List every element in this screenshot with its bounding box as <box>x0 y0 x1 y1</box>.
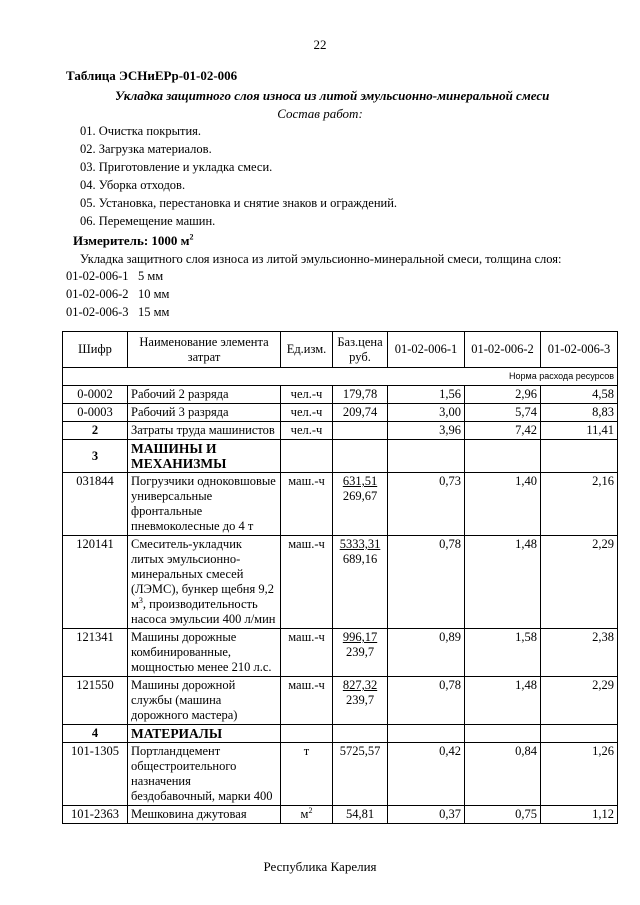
row-value-3: 2,38 <box>541 629 618 677</box>
table-row <box>63 473 618 536</box>
table-row <box>63 629 618 677</box>
row-name: Затраты труда машинистов <box>128 422 281 440</box>
page-footer: Республика Карелия <box>263 859 377 874</box>
row-price <box>333 422 388 440</box>
measurer-text: Измеритель: 1000 м <box>73 233 190 248</box>
row-code: 2 <box>63 422 128 440</box>
header-col-2: 01-02-006-2 <box>465 332 541 368</box>
empty-cell <box>465 440 541 473</box>
norma-row <box>63 368 618 386</box>
row-value-2: 7,42 <box>465 422 541 440</box>
section-code: 3 <box>63 440 128 473</box>
empty-cell <box>333 725 388 743</box>
row-value-1: 1,56 <box>388 386 465 404</box>
row-value-3: 4,58 <box>541 386 618 404</box>
work-list <box>80 124 397 232</box>
header-unit: Ед.изм. <box>281 332 333 368</box>
thickness-item <box>66 269 169 287</box>
row-name: Портландцемент общестроительного назначения бездобавочный, марки 400 <box>128 743 281 806</box>
empty-cell <box>281 440 333 473</box>
row-price: 5725,57 <box>333 743 388 806</box>
table-row <box>63 806 618 824</box>
work-composition-label: Состав работ: <box>277 106 363 121</box>
work-item: 06. Перемещение машин. <box>80 214 216 228</box>
empty-cell <box>465 725 541 743</box>
row-name-tail: , производительность насоса эмульсии 400 л/мин <box>131 597 276 626</box>
row-code: 121550 <box>63 677 128 725</box>
resource-table <box>62 331 618 824</box>
thickness-code: 01-02-006-3 <box>66 305 129 319</box>
row-value-3: 8,83 <box>541 404 618 422</box>
row-value-1: 0,73 <box>388 473 465 536</box>
row-unit: т <box>281 743 333 806</box>
row-value-1: 0,78 <box>388 536 465 629</box>
row-code: 0-0003 <box>63 404 128 422</box>
row-unit <box>281 806 333 824</box>
row-name-text: Смеситель-укладчик литых эмульсионно-минеральных смесей (ЛЭМС), бункер щебня 9,2 м <box>131 537 274 611</box>
row-name-sup: 3 <box>138 595 143 605</box>
row-value-2: 0,84 <box>465 743 541 806</box>
row-name: Рабочий 3 разряда <box>128 404 281 422</box>
row-price: 179,78 <box>333 386 388 404</box>
table-row <box>63 743 618 806</box>
row-value-3: 1,26 <box>541 743 618 806</box>
row-value-1: 0,37 <box>388 806 465 824</box>
thickness-list <box>66 269 169 323</box>
row-unit: чел.-ч <box>281 404 333 422</box>
section-name: МАШИНЫ И МЕХАНИЗМЫ <box>128 440 281 473</box>
unit-sup: 2 <box>308 805 313 815</box>
unit-text: м <box>300 807 309 821</box>
price-current: 827,32 <box>342 678 378 692</box>
table-row <box>63 404 618 422</box>
measurer <box>73 233 194 249</box>
row-value-3: 2,29 <box>541 536 618 629</box>
row-unit: чел.-ч <box>281 422 333 440</box>
work-item: 01. Очистка покрытия. <box>80 124 202 138</box>
page-number: 22 <box>313 37 327 52</box>
row-unit: маш.-ч <box>281 536 333 629</box>
row-value-3: 2,16 <box>541 473 618 536</box>
empty-cell <box>541 725 618 743</box>
work-item: 03. Приготовление и укладка смеси. <box>80 160 273 174</box>
header-code: Шифр <box>63 332 128 368</box>
norma-label: Норма расхода ресурсов <box>63 368 618 386</box>
thickness-value: 10 мм <box>138 287 170 301</box>
machinist-row <box>63 422 618 440</box>
price-current: 996,17 <box>342 630 378 644</box>
row-price <box>333 473 388 536</box>
row-price: 54,81 <box>333 806 388 824</box>
row-name: Мешковина джутовая <box>128 806 281 824</box>
work-item: 02. Загрузка материалов. <box>80 142 212 156</box>
row-value-2: 0,75 <box>465 806 541 824</box>
row-value-3: 11,41 <box>541 422 618 440</box>
empty-cell <box>281 725 333 743</box>
price-base: 239,7 <box>345 693 375 707</box>
row-name: Машины дорожные комбинированные, мощностью менее 210 л.с. <box>128 629 281 677</box>
measurer-sup: 2 <box>189 232 194 242</box>
row-value-2: 1,48 <box>465 677 541 725</box>
price-base: 689,16 <box>342 552 378 566</box>
work-item: 04. Уборка отходов. <box>80 178 186 192</box>
thickness-code: 01-02-006-2 <box>66 287 129 301</box>
price-base: 239,7 <box>345 645 375 659</box>
row-name: Рабочий 2 разряда <box>128 386 281 404</box>
row-value-2: 2,96 <box>465 386 541 404</box>
table-title: Таблица ЭСНиЕРр-01-02-006 <box>66 68 238 83</box>
row-price <box>333 677 388 725</box>
table-row <box>63 536 618 629</box>
row-value-1: 3,00 <box>388 404 465 422</box>
row-value-1: 0,78 <box>388 677 465 725</box>
section-header-row <box>63 725 618 743</box>
thickness-value: 5 мм <box>138 269 164 283</box>
row-value-3: 2,29 <box>541 677 618 725</box>
row-value-2: 1,48 <box>465 536 541 629</box>
price-current: 5333,31 <box>339 537 381 551</box>
description: Укладка защитного слоя износа из литой эмульсионно-минеральной смеси, толщина слоя: <box>80 252 562 266</box>
work-item: 05. Установка, перестановка и снятие знаков и ограждений. <box>80 196 398 210</box>
row-value-2: 5,74 <box>465 404 541 422</box>
empty-cell <box>541 440 618 473</box>
empty-cell <box>388 440 465 473</box>
empty-cell <box>388 725 465 743</box>
header-col-3: 01-02-006-3 <box>541 332 618 368</box>
row-price: 209,74 <box>333 404 388 422</box>
header-price: Баз.цена руб. <box>333 332 388 368</box>
row-value-1: 3,96 <box>388 422 465 440</box>
row-unit: маш.-ч <box>281 677 333 725</box>
header-col-1: 01-02-006-1 <box>388 332 465 368</box>
row-name <box>128 536 281 629</box>
thickness-value: 15 мм <box>138 305 170 319</box>
row-value-2: 1,40 <box>465 473 541 536</box>
thickness-code: 01-02-006-1 <box>66 269 129 283</box>
price-current: 631,51 <box>342 474 378 488</box>
price-base: 269,67 <box>342 489 378 503</box>
row-value-1: 0,89 <box>388 629 465 677</box>
row-unit: маш.-ч <box>281 629 333 677</box>
empty-cell <box>333 440 388 473</box>
thickness-item <box>66 287 169 305</box>
thickness-item <box>66 305 169 323</box>
row-name: Машины дорожной службы (машина дорожного мастера) <box>128 677 281 725</box>
row-code: 031844 <box>63 473 128 536</box>
row-code: 101-2363 <box>63 806 128 824</box>
row-value-2: 1,58 <box>465 629 541 677</box>
row-code: 101-1305 <box>63 743 128 806</box>
row-name: Погрузчики одноковшовые универсальные фронтальные пневмоколесные до 4 т <box>128 473 281 536</box>
row-price <box>333 536 388 629</box>
section-name: МАТЕРИАЛЫ <box>128 725 281 743</box>
row-code: 121341 <box>63 629 128 677</box>
row-code: 120141 <box>63 536 128 629</box>
table-row <box>63 677 618 725</box>
header-name: Наименование элемента затрат <box>128 332 281 368</box>
row-unit: маш.-ч <box>281 473 333 536</box>
row-price <box>333 629 388 677</box>
table-subtitle: Укладка защитного слоя износа из литой эмульсионно-минеральной смеси <box>115 88 550 103</box>
row-code: 0-0002 <box>63 386 128 404</box>
section-code: 4 <box>63 725 128 743</box>
table-row <box>63 386 618 404</box>
row-value-3: 1,12 <box>541 806 618 824</box>
row-unit: чел.-ч <box>281 386 333 404</box>
row-value-1: 0,42 <box>388 743 465 806</box>
table-header-row <box>63 332 618 368</box>
section-header-row <box>63 440 618 473</box>
